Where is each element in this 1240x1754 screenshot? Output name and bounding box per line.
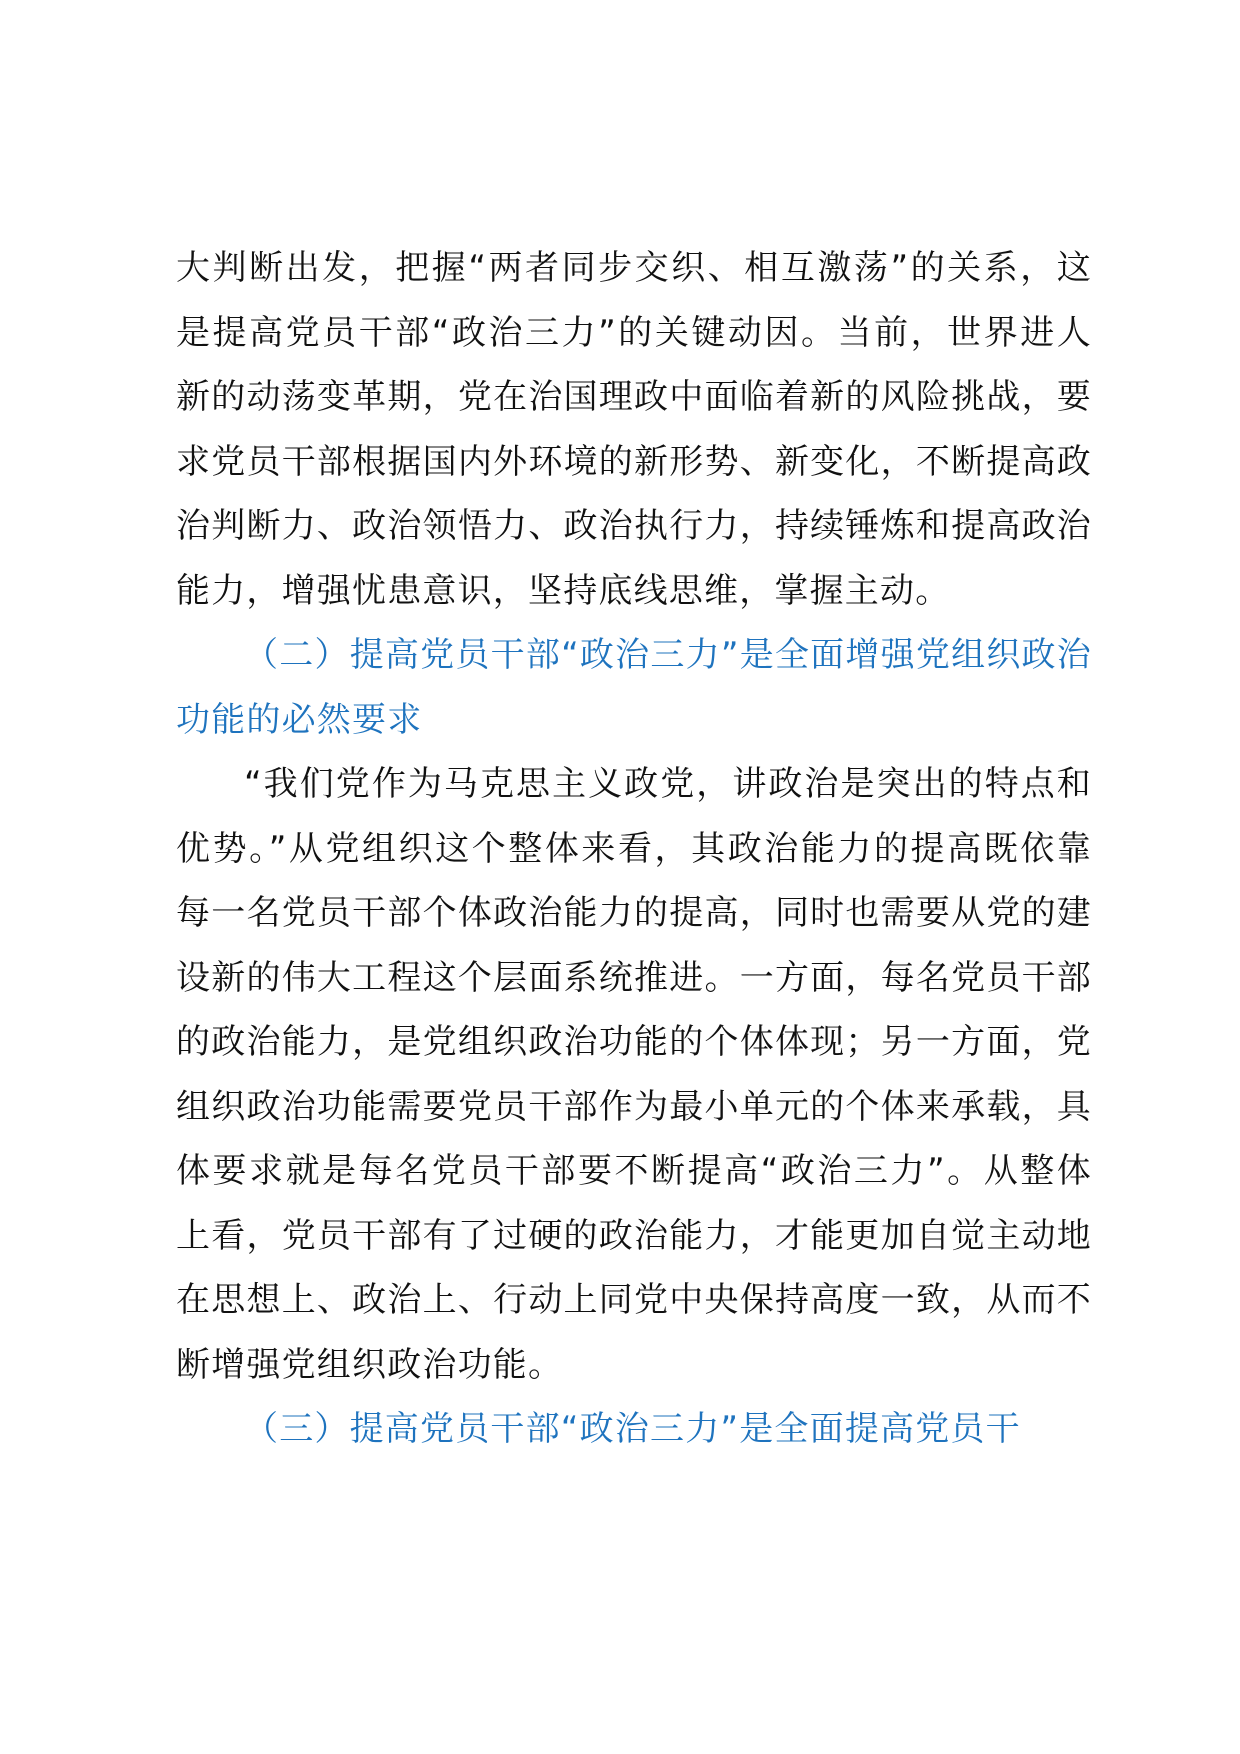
section-heading-3: （三）提高党员干部“政治三力”是全面提高党员干	[244, 1409, 1021, 1449]
paragraph-continuation: 大判断出发，把握“两者同步交织、相互激荡”的关系，这是提高党员干部“政治三力”的关键动因。当前，世界进人新的动荡变革期，党在治国理政中面临着新的风险挑战，要求党员干部根据国内外环境的新形势、新变化，不断提高政治判断力、政治领悟力、政治执行力，持续锤炼和提高政治能力，增强忧患意识，坚持底线思维，掌握主动。	[176, 248, 1092, 611]
paragraph-section-2: “我们党作为马克思主义政党，讲政治是突出的特点和优势。”从党组织这个整体来看，其政治能力的提高既依靠每一名党员干部个体政治能力的提高，同时也需要从党的建设新的伟大工程这个层面系统推进。一方面，每名党员干部的政治能力，是党组织政治功能的个体体现；另一方面，党组织政治功能需要党员干部作为最小单元的个体来承载，具体要求就是每名党员干部要不断提高“政治三力”。从整体上看，党员干部有了过硬的政治能力，才能更加自觉主动地在思想上、政治上、行动上同党中央保持高度一致，从而不断增强党组织政治功能。	[176, 764, 1092, 1385]
document-body	[176, 236, 1092, 1462]
section-heading-2: （二）提高党员干部“政治三力”是全面增强党组织政治功能的必然要求	[176, 635, 1092, 740]
